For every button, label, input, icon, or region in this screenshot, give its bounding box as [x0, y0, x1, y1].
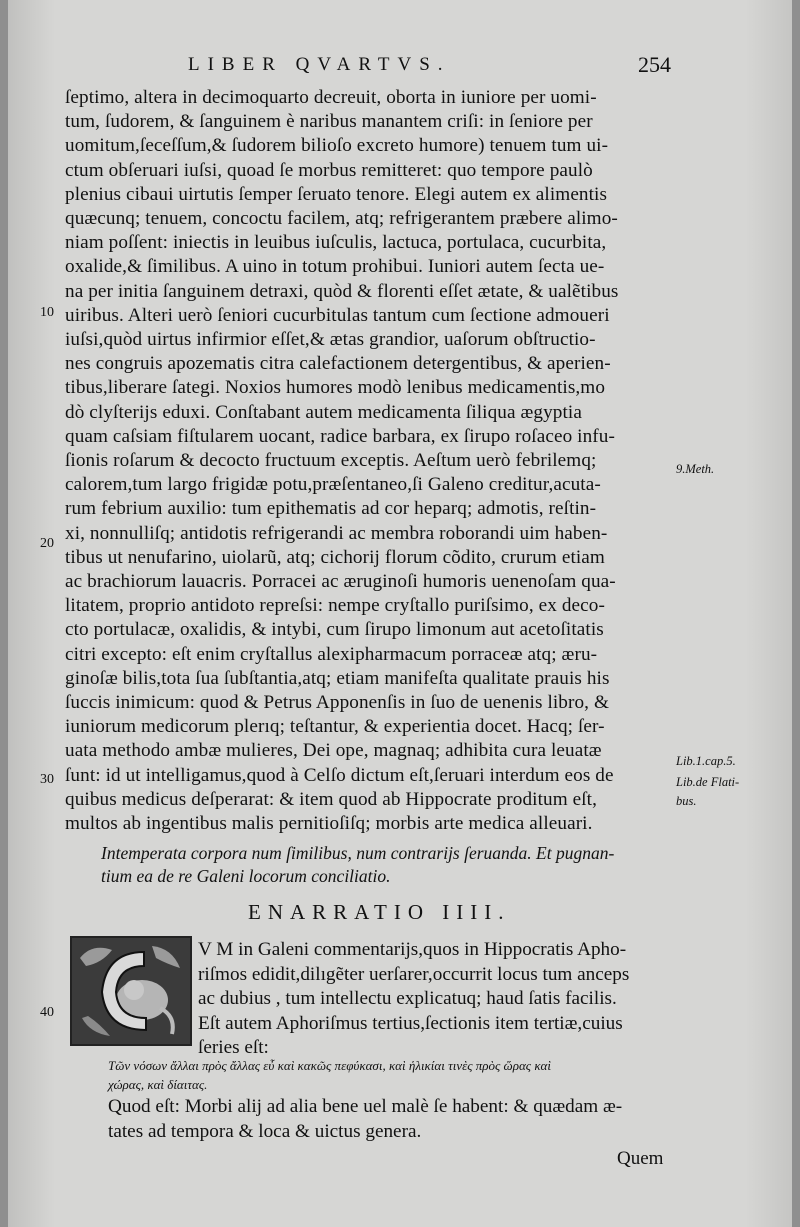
- text-line: ginoſæ bilis,tota ſua ſubſtantia,atq; etiam manifeſta qualitate prauis his: [65, 667, 610, 689]
- text-line: uata methodo ambæ mulieres, Dei ope, magnaq; adhibita cura leuatæ: [65, 740, 602, 762]
- text-line: ſunt: id ut intelligamus,quod à Celſo dictum eſt,ſeruari interdum eos de: [65, 764, 614, 786]
- book-page: [8, 0, 792, 1227]
- text-line: nes congruis apozematis citra calefactionem detergentibus, & aperien-: [65, 353, 611, 375]
- text-line: citri excepto: eſt enim cryſtallus alexipharmacum porraceæ atq; æru-: [65, 643, 598, 665]
- text-line: ctum obſeruari iuſsi, quoad ſe morbus remitteret: quo tempore paulò: [65, 159, 593, 181]
- line-number: 40: [40, 1005, 54, 1020]
- text-line: Quod eſt: Morbi alij ad alia bene uel malè ſe habent: & quædam æ-: [108, 1096, 623, 1117]
- line-number: 10: [40, 305, 54, 320]
- section-heading: ENARRATIO IIII.: [248, 900, 511, 924]
- text-line: cto portulacæ, oxalidis, & intybi, cum ſirupo limonum aut acetoſitatis: [65, 619, 604, 641]
- text-line: oxalide,& ſimilibus. A uino in totum prohibui. Iuniori autem ſecta ue-: [65, 256, 605, 278]
- marginal-note: 9.Meth.: [676, 462, 715, 476]
- marginal-note: bus.: [676, 794, 697, 808]
- text-line: calorem,tum largo frigidæ potu,præſentaneo,ſi Galeno creditur,acuta-: [65, 474, 601, 496]
- line-number: 20: [40, 536, 54, 551]
- text-line: riſmos edidit,dilıgẽter uerſarer,occurrit locus tum anceps: [198, 963, 630, 985]
- text-line: na per initia ſanguinem detraxi, quòd & florenti eſſet ætate, & ualẽtibus: [65, 280, 619, 302]
- text-line: litatem, proprio antidoto repreſsi: nempe cryſtallo puriſsimo, ex deco-: [65, 595, 605, 617]
- text-line: ſuccis inimicum: quod & Petrus Apponenſis in ſuo de uenenis libro, &: [65, 692, 610, 714]
- text-line: ac dubius , tum intellectu explicatuq; haud ſatis facilis.: [198, 988, 617, 1009]
- text-line: uomitum,ſeceſſum,& ſudorem bilioſo excreto humore) tenuem tum ui-: [65, 135, 609, 157]
- text-line: tibus ut nenufarino, uiolarũ, atq; cichorij florum cõdito, crurum etiam: [65, 546, 605, 568]
- decorated-initial-c: [70, 936, 192, 1046]
- text-line: ſionis roſarum & decocto fructuum exceptis. Aeſtum uerò febrilemq;: [65, 450, 597, 472]
- section-opening: [198, 938, 668, 1036]
- text-line: ſeptimo, altera in decimoquarto decreuit, oborta in iuniore per uomi-: [65, 87, 597, 108]
- text-line: uiribus. Alteri uerò ſeniori cucurbitulas tantum cum ſectione admoueri: [65, 304, 610, 326]
- greek-line: χώρας, καὶ δίαιτας.: [108, 1077, 208, 1092]
- text-line: multos ab ingentibus malis pernitioſiſq; morbis arte medica alleuari.: [65, 813, 593, 835]
- running-title: LIBER QVARTVS.: [188, 54, 451, 75]
- text-line: xi, nonnulliſq; antidotis refrigerandi ac membra roborandi uim haben-: [65, 522, 608, 544]
- summary-line: Intemperata corpora num ſimilibus, num contrarijs ſeruanda. Et pugnan-: [101, 843, 615, 863]
- text-line: quam caſsiam fiſtularem uocant, radice barbara, ex ſirupo roſaceo infu-: [65, 425, 615, 447]
- marginal-note: Lib.de Flati-: [676, 775, 740, 789]
- woodcut-initial-icon: [72, 938, 190, 1044]
- text-line: tum, ſudorem, & ſanguinem è naribus manantem criſi: in ſeniore per: [65, 111, 593, 133]
- text-line: plenius cibaui uirtutis ſemper ſeruato tenore. Elegi autem ex alimentis: [65, 183, 608, 205]
- text-line: ac brachiorum lauacris. Porracei ac æruginoſi humoris uenenoſam qua-: [65, 571, 616, 593]
- translation-paragraph: [108, 1095, 678, 1144]
- text-line: dò clyſterijs eduxi. Conſtabant autem medicamenta ſiliqua ægyptia: [65, 401, 582, 423]
- catchword: Quem: [617, 1148, 664, 1169]
- text-line: iuniorum medicorum plerıq; teſtantur, & experientia docet. Hacq; ſer-: [65, 716, 605, 738]
- chapter-summary: [101, 842, 701, 888]
- summary-line: tium ea de re Galeni locorum conciliatio.: [101, 866, 391, 886]
- greek-aphorism: [108, 1056, 678, 1094]
- line-number: 30: [40, 772, 54, 787]
- main-text-block: [65, 86, 665, 836]
- marginal-note: Lib.1.cap.5.: [676, 754, 736, 768]
- page-number: 254: [638, 52, 671, 77]
- text-line: ſeries eſt:: [198, 1037, 269, 1058]
- greek-line: Τῶν νόσων ἄλλαι πρὸς ἄλλας εὖ καὶ κακῶς πεφύκασι, καὶ ἡλικίαι τινὲς πρὸς ὥρας καὶ: [108, 1058, 551, 1073]
- text-line: Eſt autem Aphoriſmus tertius,ſectionis item tertiæ,cuius: [198, 1012, 623, 1034]
- text-line: rum febrium auxilio: tum epithematis ad cor heparq; admotis, reſtin-: [65, 498, 597, 520]
- text-line: quibus medicus deſperarat: & item quod ab Hippocrate proditum eſt,: [65, 788, 597, 810]
- text-line: V M in Galeni commentarijs,quos in Hippocratis Apho-: [198, 939, 627, 960]
- text-line: niam poſſent: iniectis in leuibus iuſculis, lactuca, portulaca, cucurbita,: [65, 232, 607, 254]
- text-line: iuſsi,quòd uirtus infirmior eſſet,& ætas grandior, uaſorum obſtructio-: [65, 329, 596, 351]
- text-line: tates ad tempora & loca & uictus genera.: [108, 1120, 422, 1142]
- text-line: tibus,liberare ſategi. Noxios humores modò lenibus medicamentis,mo: [65, 377, 606, 399]
- text-line: quæcunq; tenuem, concoctu facilem, atq; refrigerantem præbere alimo-: [65, 208, 618, 230]
